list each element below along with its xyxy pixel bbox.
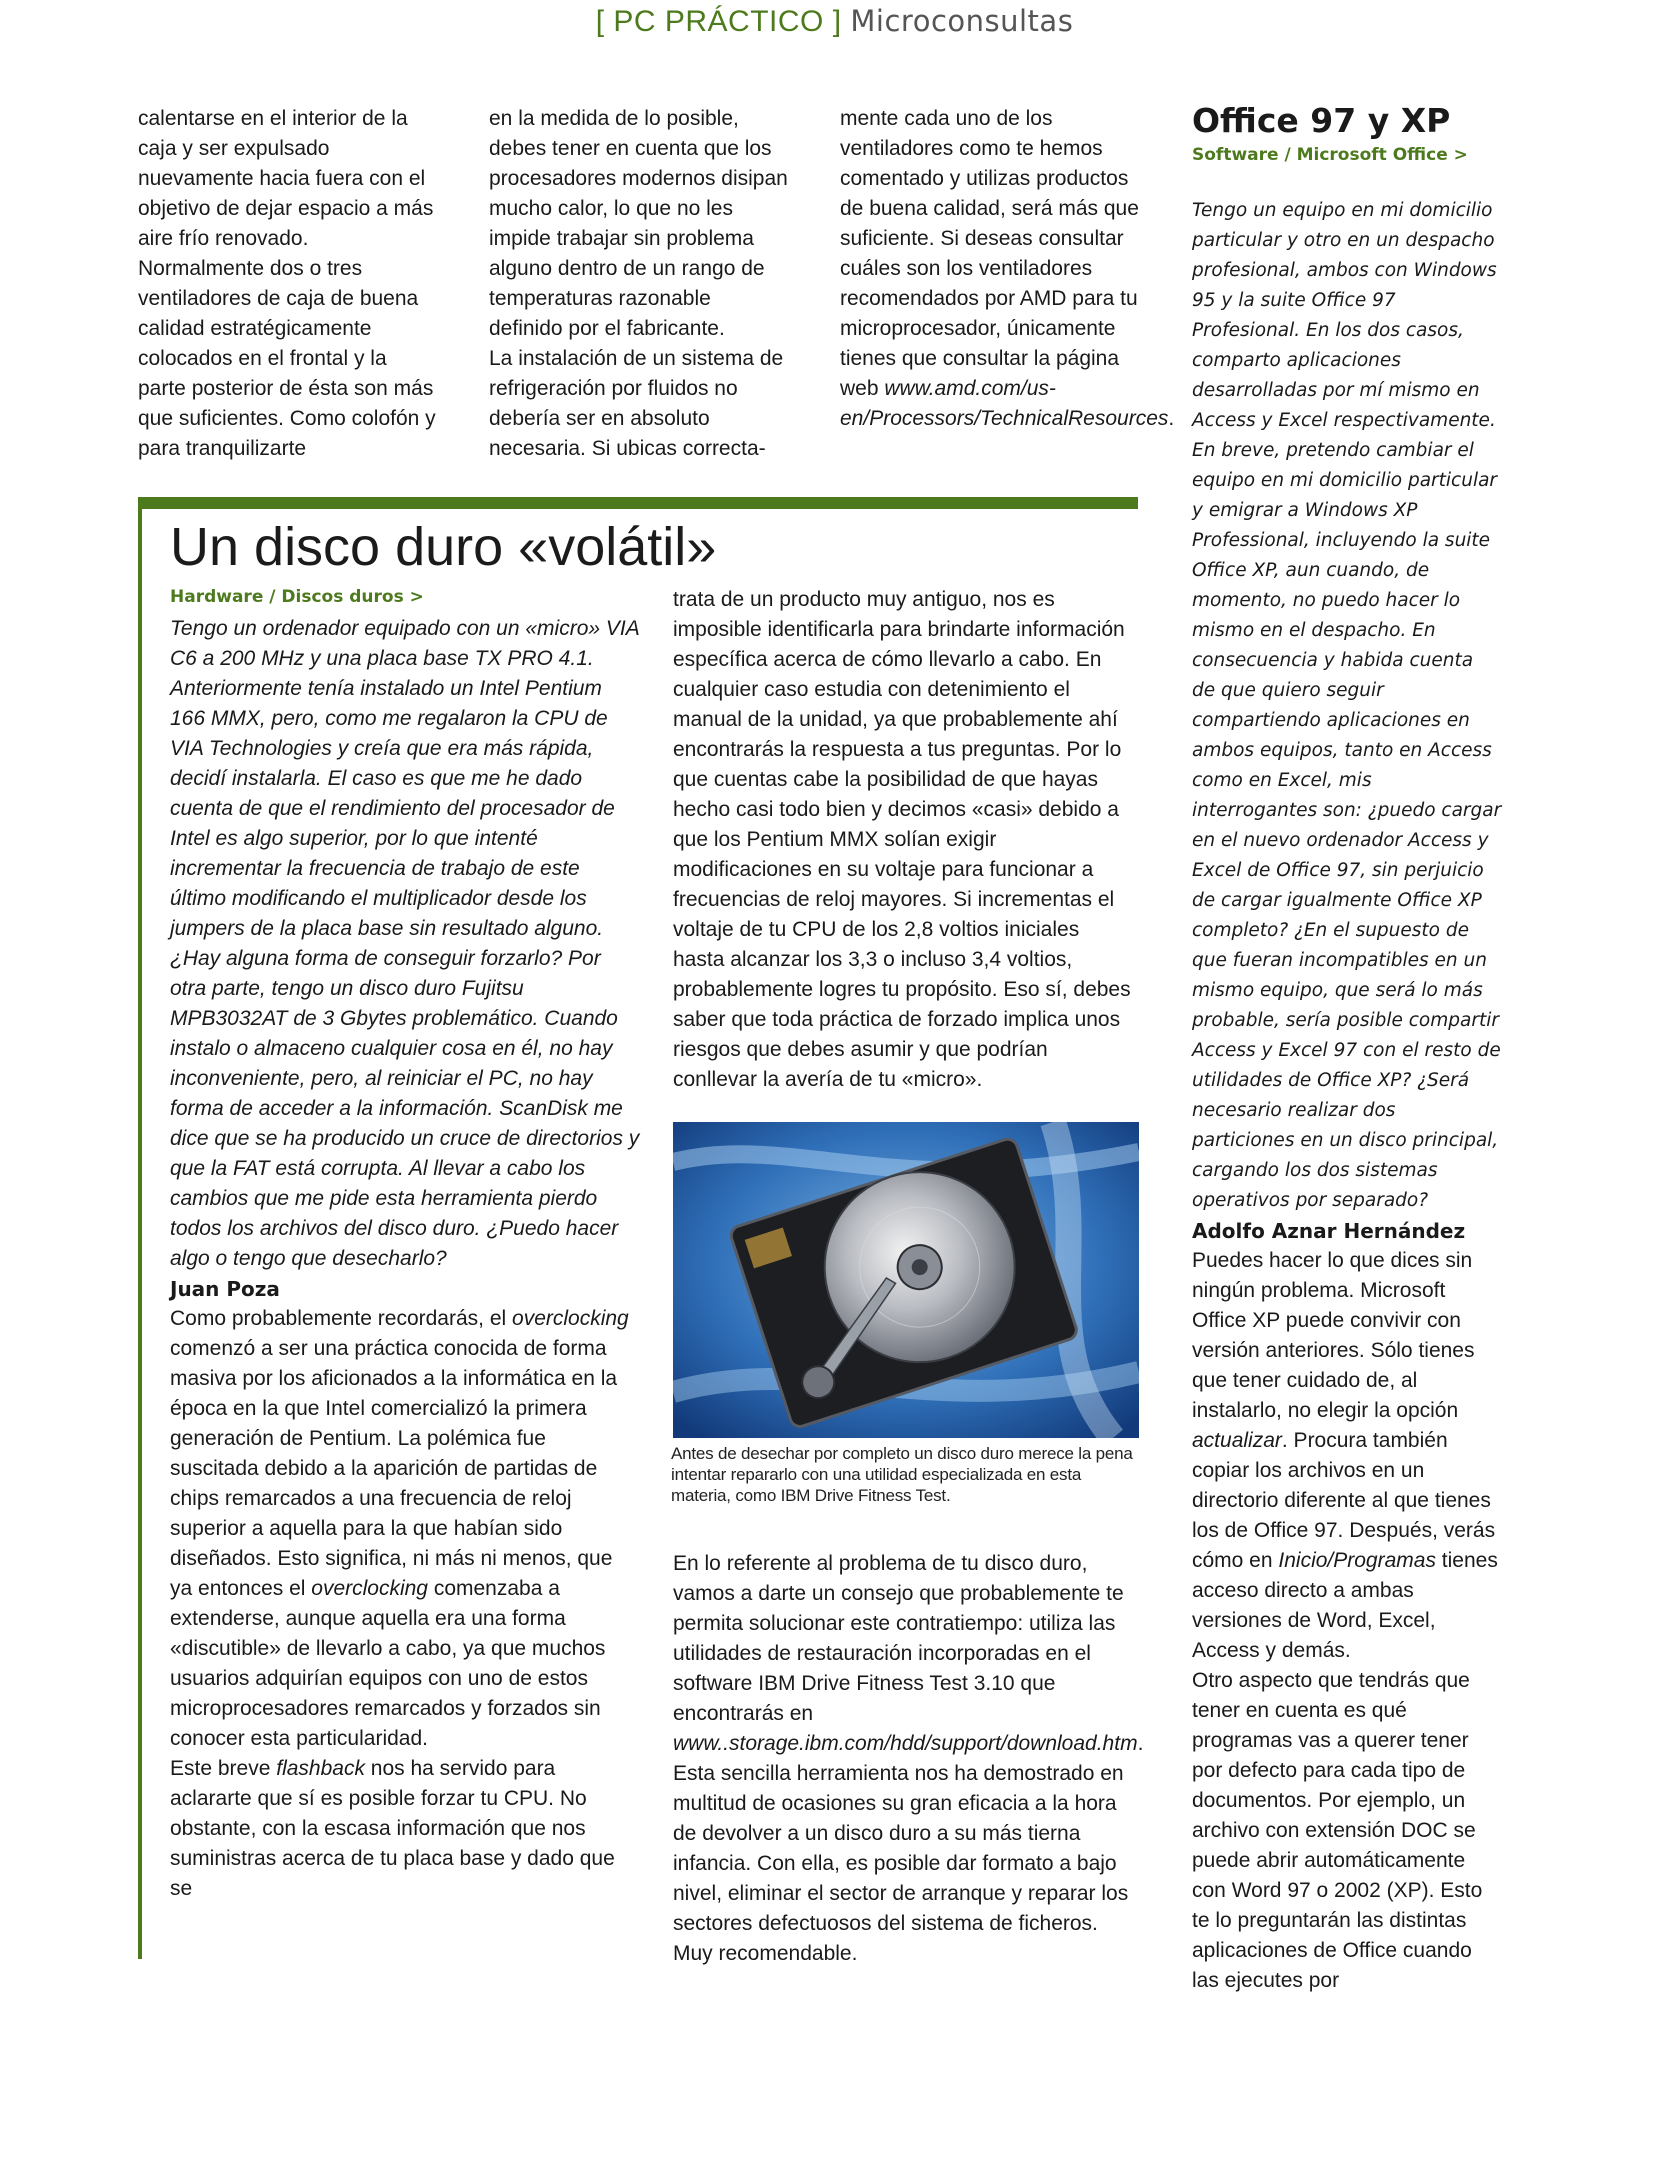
article-col2-lower	[673, 1549, 1144, 1969]
prev-article-col3-text: mente cada uno de los ventiladores como te hemos comentado y utilizas productos de buena calidad, será más que suficiente. Si deseas consultar cuáles son los ventiladores recomendados por AMD para tu microprocesador, únicamente tienes que consultar la página web www.amd.com/us-en/Processors/TechnicalResources.	[840, 107, 1175, 430]
article-side-rule	[138, 497, 142, 1959]
hard-disk-photo	[673, 1122, 1139, 1438]
article-title: Un disco duro «volátil»	[170, 517, 717, 577]
prev-article-col1	[138, 104, 438, 464]
sidebar-col	[1192, 196, 1502, 1996]
sidebar-author: Adolfo Aznar Hernández	[1192, 1219, 1466, 1243]
prev-article-col2	[489, 104, 789, 464]
answer-paragraph-2: Este breve flashback nos ha servido para aclararte que sí es posible forzar tu CPU. No obstante, con la escasa información que nos suministras acerca de tu placa base y dado que se	[170, 1757, 615, 1900]
article-col2	[673, 585, 1133, 1095]
article-category[interactable]: Hardware / Discos duros >	[170, 587, 424, 607]
article-col1	[170, 614, 640, 1904]
answer-paragraph-4: En lo referente al problema de tu disco duro, vamos a darte un consejo que probablemente te permita solucionar este contratiempo: utiliza las utilidades de restauración incorporadas en el software IBM Drive Fitness Test 3.10 que encontrarás en www..storage.ibm.com/hdd/support/download.htm. Esta sencilla herramienta nos ha demostrado en multitud de ocasiones su gran eficacia a la hora de devolver a un disco duro a su más tierna infancia. Con ella, es posible dar formato a bajo nivel, eliminar el sector de arranque y reparar los sectores defectuosos del sistema de ficheros. Muy recomendable.	[673, 1552, 1144, 1965]
page-header	[0, 4, 1669, 39]
prev-article-col3	[840, 104, 1175, 434]
photo-caption: Antes de desechar por completo un disco duro merece la pena intentar repararlo con una utilidad especializada en esta materia, como IBM Drive Fitness Test.	[671, 1444, 1133, 1505]
question-author: Juan Poza	[170, 1277, 280, 1301]
amd-url-link[interactable]: www.amd.com/us-en/Processors/TechnicalResources	[840, 377, 1169, 430]
ibm-url-link[interactable]: www..storage.ibm.com/hdd/support/download.htm	[673, 1732, 1138, 1755]
sidebar-category[interactable]: Software / Microsoft Office >	[1192, 145, 1468, 165]
sidebar-answer-1: Puedes hacer lo que dices sin ningún problema. Microsoft Office XP puede convivir con versión anteriores. Sólo tienes que tener cuidado de, al instalarlo, no elegir la opción actualizar. Procura también copiar los archivos en un directorio diferente al que tienes los de Office 97. Después, verás cómo en Inicio/Programas tienes acceso directo a ambas versiones de Word, Excel, Access y demás.	[1192, 1249, 1498, 1662]
sidebar-answer-2: Otro aspecto que tendrás que tener en cuenta es qué programas vas a querer tener por defecto para cada tipo de documentos. Por ejemplo, un archivo con extensión DOC se puede abrir automáticamente con Word 97 o 2002 (XP). Esto te lo preguntarán las distintas aplicaciones de Office cuando las ejecutes por	[1192, 1669, 1483, 1992]
hard-disk-illustration	[673, 1122, 1139, 1438]
reader-question: Tengo un ordenador equipado con un «micro» VIA C6 a 200 MHz y una placa base TX PRO 4.1. Anteriormente tenía instalado un Intel Pentium 166 MMX, pero, como me regalaron la CPU de VIA Technologies y creía que era más rápida, decidí instalarla. El caso es que me he dado cuenta de que el rendimiento del procesador de Intel es algo superior, por lo que intenté incrementar la frecuencia de trabajo de este último modificando el multiplicador desde los jumpers de la placa base sin resultado alguno. ¿Hay alguna forma de conseguir forzarlo? Por otra parte, tengo un disco duro Fujitsu MPB3032AT de 3 Gbytes problemático. Cuando instalo o almaceno cualquier cosa en él, no hay inconveniente, pero, al reiniciar el PC, no hay forma de acceder a la información. ScanDisk me dice que se ha producido un cruce de directorios y que la FAT está corrupta. Al llevar a cabo los cambios que me pide esta herramienta pierdo todos los archivos del disco duro. ¿Puedo hacer algo o tengo que desecharlo?	[170, 617, 640, 1270]
answer-paragraph-1: Como probablemente recordarás, el overclocking comenzó a ser una práctica conocida de forma masiva por los aficionados a la informática en la época en la que Intel comercializó la primera generación de Pentium. La polémica fue suscitada debido a la aparición de partidas de chips remarcados a una frecuencia de reloj superior a aquella para la que habían sido diseñados. Esto significa, ni más ni menos, que ya entonces el overclocking comenzaba a extenderse, aunque aquella era una forma «discutible» de llevarlo a cabo, ya que muchos usuarios adquirían equipos con uno de estos microprocesadores remarcados y forzados sin conocer esta particularidad.	[170, 1307, 629, 1750]
subsection-label: Microconsultas	[850, 4, 1074, 38]
article-divider-bar	[138, 497, 1138, 509]
prev-article-col2-p1: en la medida de lo posible, debes tener en cuenta que los procesadores modernos disipan mucho calor, lo que no les impide trabajar sin problema alguno dentro de un rango de temperaturas razonable definido por el fabricante.	[489, 107, 788, 340]
prev-article-col2-p2: La instalación de un sistema de refrigeración por fluidos no debería ser en absoluto necesaria. Si ubicas correcta-	[489, 347, 784, 460]
sidebar-title: Office 97 y XP	[1192, 101, 1451, 140]
section-label: [ PC PRÁCTICO ]	[595, 5, 842, 38]
answer-paragraph-3: trata de un producto muy antiguo, nos es imposible identificarla para brindarte información específica acerca de cómo llevarlo a cabo. En cualquier caso estudia con detenimiento el manual de la unidad, ya que probablemente ahí encontrarás la respuesta a tus preguntas. Por lo que cuentas cabe la posibilidad de que hayas hecho casi todo bien y decimos «casi» debido a que los Pentium MMX solían exigir modificaciones en su voltaje para funcionar a frecuencias de reloj mayores. Si incrementas el voltaje de tu CPU de los 2,8 voltios iniciales hasta alcanzar los 3,3 o incluso 3,4 voltios, probablemente logres tu propósito. Eso sí, debes saber que toda práctica de forzado implica unos riesgos que debes asumir y que podrían conllevar la avería de tu «micro».	[673, 588, 1131, 1091]
sidebar-question: Tengo un equipo en mi domicilio particular y otro en un despacho profesional, ambos con Windows 95 y la suite Office 97 Profesional. En los dos casos, comparto aplicaciones desarrolladas por mí mismo en Access y Excel respectivamente. En breve, pretendo cambiar el equipo en mi domicilio particular y emigrar a Windows XP Professional, incluyendo la suite Office XP, aun cuando, de momento, no puedo hacer lo mismo en el despacho. En consecuencia y habida cuenta de que quiero seguir compartiendo aplicaciones en ambos equipos, tanto en Access como en Excel, mis interrogantes son: ¿puedo cargar en el nuevo ordenador Access y Excel de Office 97, sin perjuicio de cargar igualmente Office XP completo? ¿En el supuesto de que fueran incompatibles en un mismo equipo, que será lo más probable, sería posible compartir Access y Excel 97 con el resto de utilidades de Office XP? ¿Será necesario realizar dos particiones en un disco principal, cargando los dos sistemas operativos por separado?	[1192, 200, 1502, 1211]
prev-article-col1-text: calentarse en el interior de la caja y ser expulsado nuevamente hacia fuera con el objetivo de dejar espacio a más aire frío renovado. Normalmente dos o tres ventiladores de caja de buena calidad estratégicamente colocados en el frontal y la parte posterior de ésta son más que suficientes. Como colofón y para tranquilizarte	[138, 107, 436, 460]
